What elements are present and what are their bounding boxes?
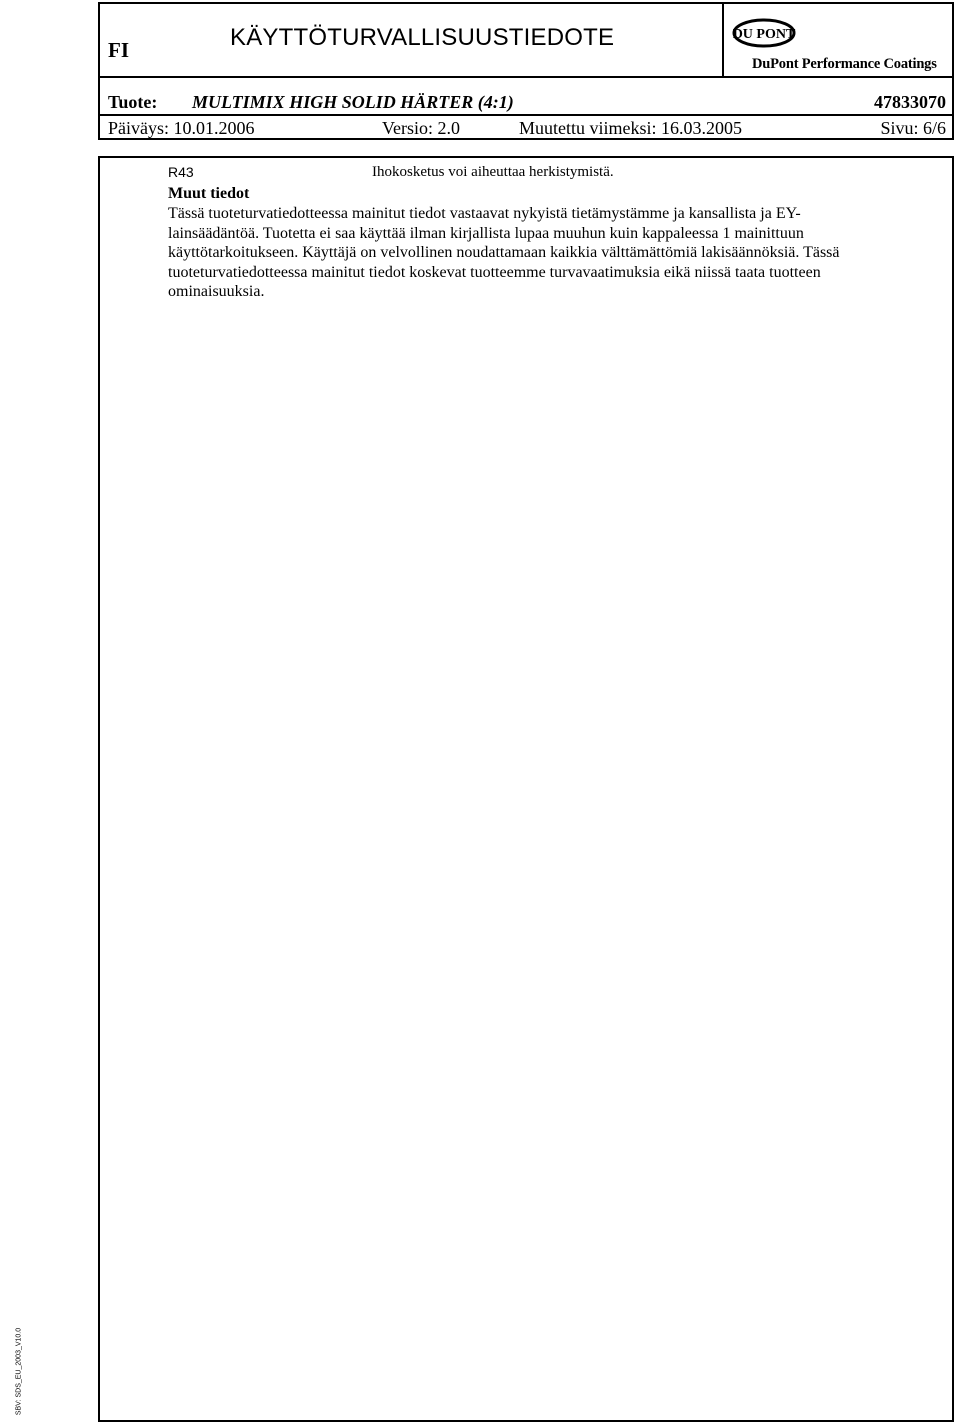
language-code: FI — [108, 38, 129, 62]
paragraph-line: lainsäädäntöä. Tuotetta ei saa käyttää ilman kirjallista lupaa muuhun kuin kappaleessa 1 mainittuun — [168, 224, 804, 242]
dupont-oval-logo-icon — [732, 18, 796, 48]
page-number: Sivu: 6/6 — [880, 118, 946, 138]
document-header — [98, 2, 954, 140]
paragraph-line: tuoteturvatiedotteessa mainitut tiedot koskevat tuotteemme turvavaatimuksia eikä niissä taata tuotteen — [168, 263, 821, 281]
risk-phrase-text: Ihokosketus voi aiheuttaa herkistymistä. — [372, 164, 614, 180]
product-label: Tuote: — [108, 92, 158, 112]
paragraph-line: ominaisuuksia. — [168, 283, 265, 300]
template-version-label: SBV: SDS_EU_2003_V10.0 — [15, 1327, 23, 1416]
logo-divider — [722, 4, 724, 78]
issue-date: Päiväys: 10.01.2006 — [108, 118, 255, 138]
document-body — [98, 156, 954, 1422]
other-info-paragraph — [168, 204, 848, 302]
revised-date: Muutettu viimeksi: 16.03.2005 — [519, 118, 742, 138]
paragraph-line: käyttötarkoitukseen. Käyttäjä on velvollinen noudattamaan kaikkia välttämättömiä lakisäännöksiä. Tässä — [168, 244, 840, 261]
section-heading: Muut tiedot — [168, 185, 250, 202]
svg-text:DU PONT: DU PONT — [732, 27, 796, 42]
body-content — [168, 162, 848, 302]
document-title: KÄYTTÖTURVALLISUUSTIEDOTE — [230, 24, 615, 51]
paragraph-line: Tässä tuoteturvatiedotteessa mainitut tiedot vastaavat nykyistä tietämystämme ja kansallista ja EY- — [168, 205, 801, 222]
product-name: MULTIMIX HIGH SOLID HÄRTER (4:1) — [192, 92, 514, 112]
company-logo — [730, 16, 948, 76]
product-row — [108, 92, 946, 114]
header-divider-2 — [100, 114, 952, 116]
header-divider-1 — [100, 76, 952, 78]
company-name: DuPont Performance Coatings — [752, 56, 937, 72]
risk-phrase-row — [168, 162, 848, 182]
version: Versio: 2.0 — [382, 118, 460, 138]
meta-row — [108, 118, 946, 140]
risk-phrase-code: R43 — [168, 164, 194, 180]
product-code: 47833070 — [874, 92, 946, 112]
